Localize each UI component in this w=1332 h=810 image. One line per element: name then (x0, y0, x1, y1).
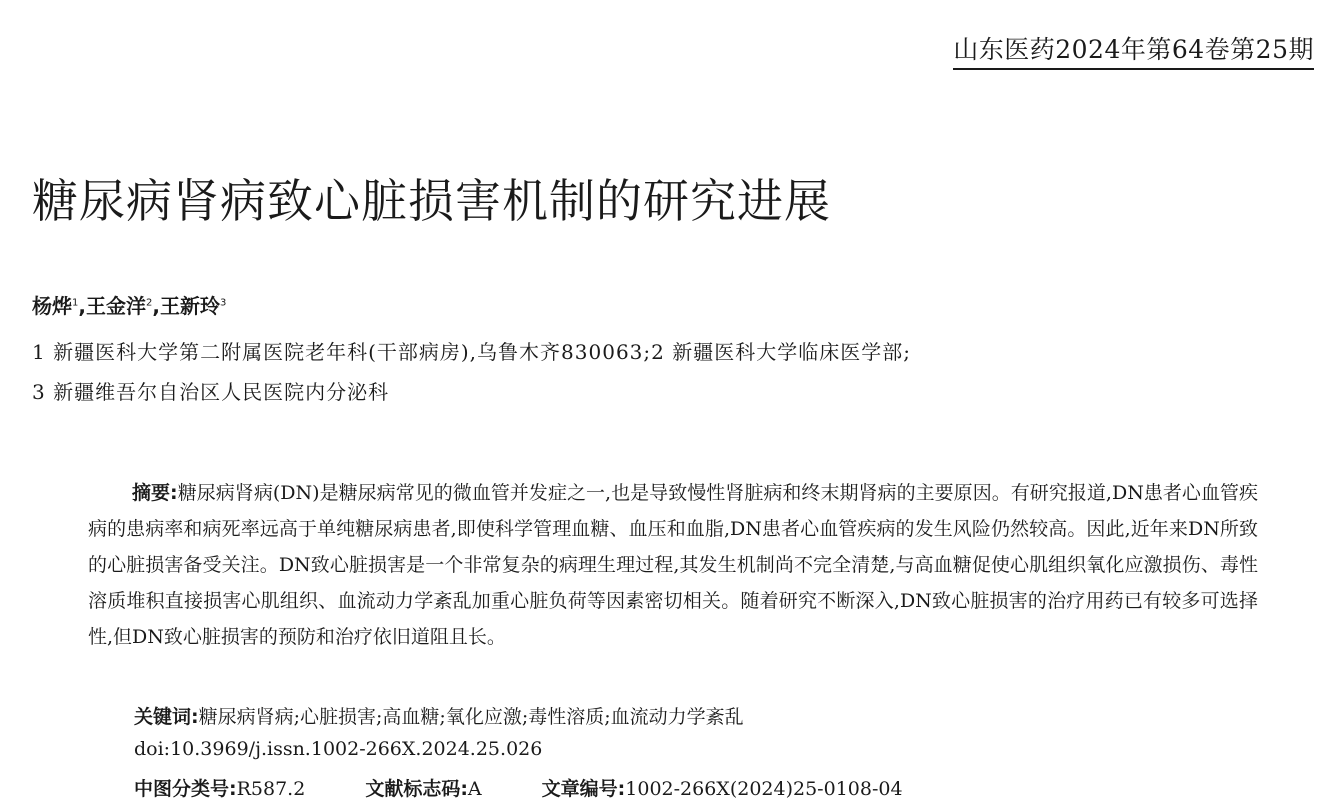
doi-value: 10.3969/j.issn.1002-266X.2024.25.026 (170, 738, 543, 760)
author-separator: , (152, 294, 160, 318)
abstract-label: 摘要: (132, 482, 178, 504)
author-affil-mark: 3 (219, 297, 227, 309)
article-number-label: 文章编号: (541, 778, 626, 800)
author-affil-mark: 1 (72, 297, 79, 309)
keywords-label: 关键词: (134, 706, 199, 728)
journal-header: 山东医药2024年第64卷第25期 (953, 30, 1314, 70)
doi-label: doi: (134, 738, 171, 760)
doc-code-value: A (467, 778, 482, 800)
affiliation-line-2: 3 新疆维吾尔自治区人民医院内分泌科 (32, 380, 390, 404)
clc-label: 中图分类号: (134, 778, 237, 800)
doi-line (134, 738, 542, 760)
affiliation-line-1: 1 新疆医科大学第二附属医院老年科(干部病房),乌鲁木齐830063;2 新疆医科大学临床医学部; (32, 340, 911, 364)
author-name: 王新玲 (159, 294, 220, 318)
author-separator: , (78, 294, 86, 318)
keywords (134, 702, 744, 729)
clc-value: R587.2 (236, 778, 306, 800)
article-title: 糖尿病肾病致心脏损害机制的研究进展 (32, 174, 831, 228)
author-affil-mark: 2 (145, 297, 153, 309)
author-name: 杨烨 (32, 294, 72, 318)
keywords-text: 糖尿病肾病;心脏损害;高血糖;氧化应激;毒性溶质;血流动力学紊乱 (198, 706, 744, 728)
author-list (32, 290, 226, 319)
doc-code-label: 文献标志码: (365, 778, 468, 800)
article-number-value: 1002-266X(2024)25-0108-04 (625, 778, 903, 800)
classification-line (134, 774, 903, 801)
abstract (88, 475, 1258, 655)
abstract-text: 糖尿病肾病(DN)是糖尿病常见的微血管并发症之一,也是导致慢性肾脏病和终末期肾病的主要原因。有研究报道,DN患者心血管疾病的患病率和病死率远高于单纯糖尿病患者,即使科学管理血糖、血压和血脂,DN患者心血管疾病的发生风险仍然较高。因此,近年来DN所致的心脏损害备受关注。DN致心脏损害是一个非常复杂的病理生理过程,其发生机制尚不完全清楚,与高血糖促使心肌组织氧化应激损伤、毒性溶质堆积直接损害心肌组织、血流动力学紊乱加重心脏负荷等因素密切相关。随着研究不断深入,DN致心脏损害的治疗用药已有较多可选择性,但DN致心脏损害的预防和治疗依旧道阻且长。 (88, 482, 1258, 648)
author-name: 王金洋 (85, 294, 146, 318)
